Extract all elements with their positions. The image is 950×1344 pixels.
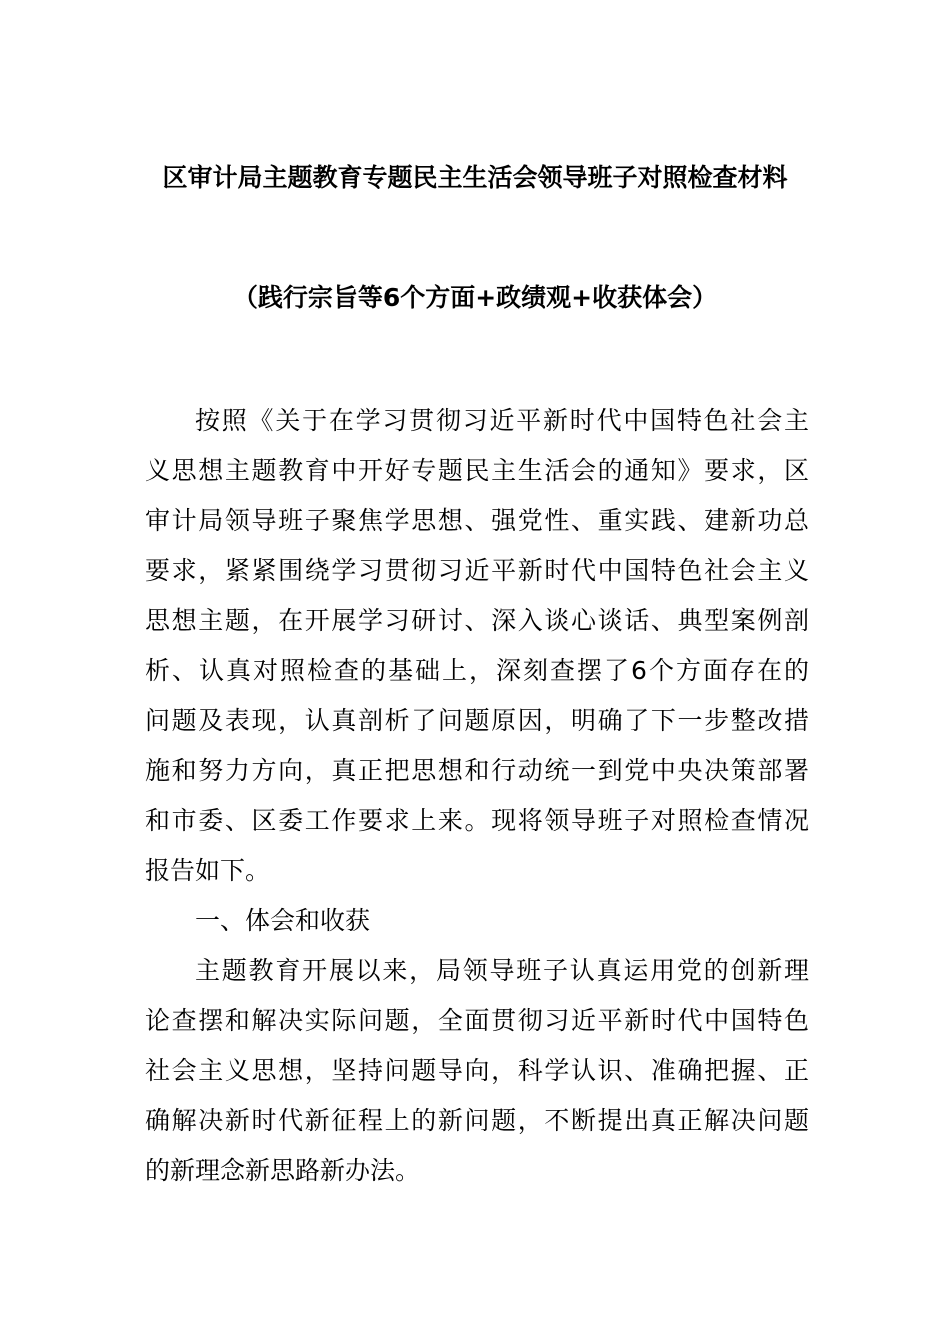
document-body [145,396,809,1196]
paragraph-line: 和市委、区委工作要求上来。现将领导班子对照检查情况 [145,806,809,835]
document-subtitle: （践行宗旨等6个方面+政绩观+收获体会） [232,283,718,312]
paragraph-line: 论查摆和解决实际问题，全面贯彻习近平新时代中国特色 [145,1006,809,1035]
paragraph-line: 审计局领导班子聚焦学思想、强党性、重实践、建新功总 [145,506,809,535]
paragraph-line: 要求，紧紧围绕学习贯彻习近平新时代中国特色社会主义 [145,556,809,585]
paragraph-line: 确解决新时代新征程上的新问题，不断提出真正解决问题 [145,1106,809,1135]
paragraph-line: 析、认真对照检查的基础上，深刻查摆了6个方面存在的 [145,656,809,685]
paragraph-line: 报告如下。 [145,856,271,885]
paragraph-line: 的新理念新思路新办法。 [145,1156,421,1185]
document-title: 区审计局主题教育专题民主生活会领导班子对照检查材料 [162,163,788,192]
paragraph-line: 社会主义思想，坚持问题导向，科学认识、准确把握、正 [145,1056,809,1085]
paragraph-line: 按照《关于在学习贯彻习近平新时代中国特色社会主 [195,406,809,435]
paragraph-line: 义思想主题教育中开好专题民主生活会的通知》要求，区 [145,456,809,485]
section-heading: 一、体会和收获 [195,906,371,935]
paragraph-line: 施和努力方向，真正把思想和行动统一到党中央决策部署 [145,756,809,785]
paragraph-line: 问题及表现，认真剖析了问题原因，明确了下一步整改措 [145,706,809,735]
paragraph-line: 主题教育开展以来，局领导班子认真运用党的创新理 [195,956,809,985]
paragraph-line: 思想主题，在开展学习研讨、深入谈心谈话、典型案例剖 [145,606,809,635]
